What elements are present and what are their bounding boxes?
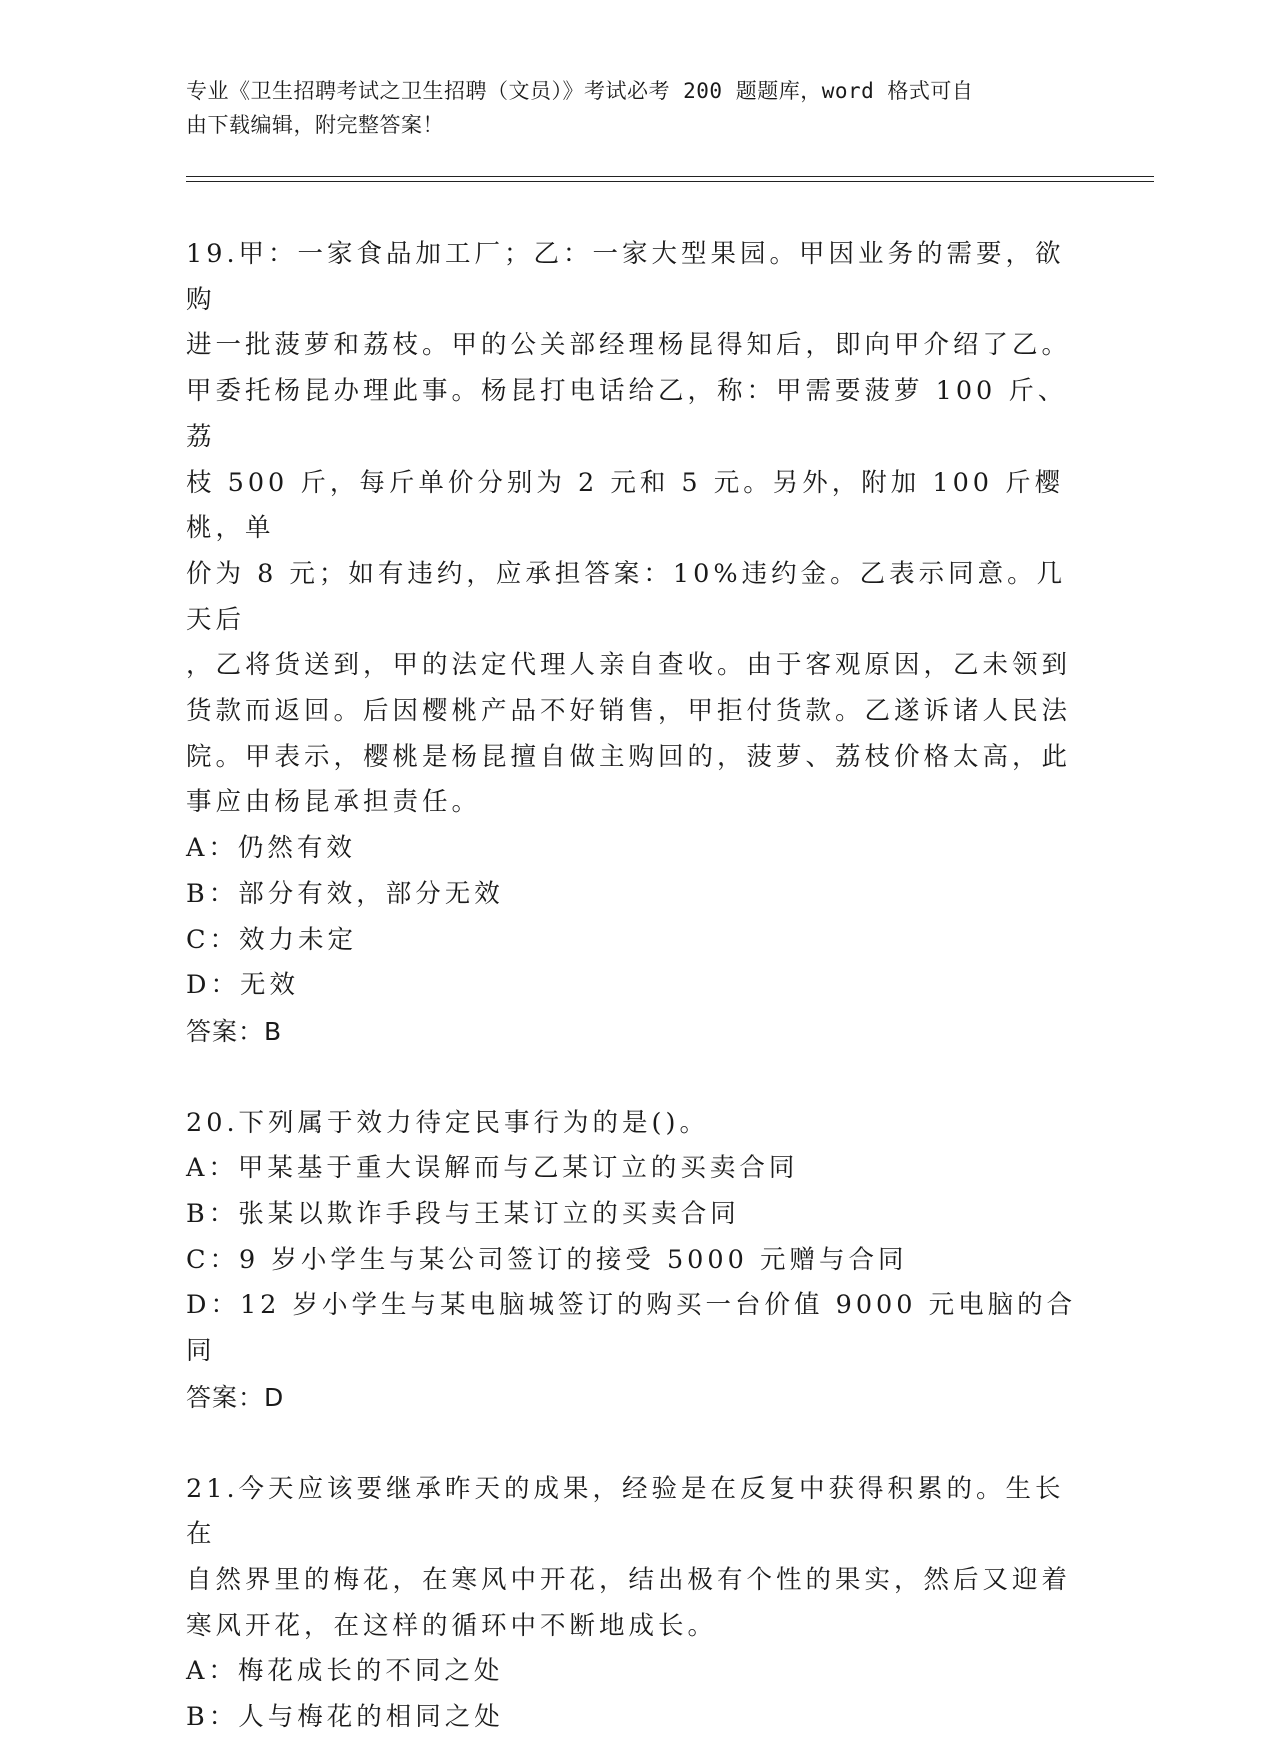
question-stem-line: 21.今天应该要继承昨天的成果，经验是在反复中获得积累的。生长在 (186, 1473, 1065, 1550)
header-divider-bottom (186, 181, 1154, 182)
question-spacer (186, 1421, 1086, 1467)
question-spacer (186, 1055, 1086, 1101)
option-c: C：效力未定 (186, 924, 358, 955)
option-b: B：部分有效，部分无效 (186, 878, 504, 909)
option-a: A：仍然有效 (186, 833, 356, 864)
question-stem-line: 价为 8 元；如有违约，应承担答案：10%违约金。乙表示同意。几天后 (186, 558, 1067, 635)
option-d: D：12 岁小学生与某电脑城签订的购买一台价值 9000 元电脑的合同 (186, 1290, 1077, 1367)
question-stem-line: 枝 500 斤，每斤单价分别为 2 元和 5 元。另外，附加 100 斤樱桃，单 (186, 467, 1065, 544)
question-stem-line: 20.下列属于效力待定民事行为的是()。 (186, 1107, 709, 1138)
option-a: A：梅花成长的不同之处 (186, 1656, 504, 1687)
option-b: B：张某以欺诈手段与王某订立的买卖合同 (186, 1199, 740, 1230)
question-stem-line: 进一批菠萝和荔枝。甲的公关部经理杨昆得知后，即向甲介绍了乙。 (186, 330, 1072, 361)
header-line-1: 专业《卫生招聘考试之卫生招聘（文员）》考试必考 200 题题库，word 格式可自 (186, 79, 974, 103)
question-stem-line: 19.甲：一家食品加工厂；乙：一家大型果园。甲因业务的需要，欲购 (186, 239, 1065, 315)
option-d: D：无效 (186, 970, 299, 1001)
question-19 (186, 232, 1086, 1055)
question-stem-line: 自然界里的梅花，在寒风中开花，结出极有个性的果实，然后又迎着 (186, 1564, 1072, 1595)
question-20 (186, 1101, 1086, 1421)
question-stem-line: 寒风开花，在这样的循环中不断地成长。 (186, 1610, 718, 1641)
question-stem-line: 甲委托杨昆办理此事。杨昆打电话给乙，称：甲需要菠萝 100 斤、荔 (186, 376, 1068, 452)
option-c: C：9 岁小学生与某公司签订的接受 5000 元赠与合同 (186, 1244, 908, 1275)
question-stem-line: 事应由杨昆承担责任。 (186, 787, 482, 818)
question-list (186, 232, 1086, 1741)
option-a: A：甲某基于重大误解而与乙某订立的买卖合同 (186, 1153, 799, 1184)
question-stem-line: 院。甲表示，樱桃是杨昆擅自做主购回的，菠萝、荔枝价格太高，此 (186, 741, 1072, 772)
question-stem-line: 货款而返回。后因樱桃产品不好销售，甲拒付货款。乙遂诉诸人民法 (186, 696, 1072, 727)
header-divider-top (186, 176, 1154, 177)
option-b: B：人与梅花的相同之处 (186, 1702, 504, 1733)
answer-line: 答案：B (186, 1016, 283, 1046)
header-line-2: 由下载编辑，附完整答案！ (186, 113, 444, 137)
answer-line: 答案：D (186, 1382, 285, 1412)
question-stem-line: ，乙将货送到，甲的法定代理人亲自查收。由于客观原因，乙未领到 (186, 650, 1072, 681)
question-21 (186, 1467, 1086, 1741)
document-header (186, 74, 1086, 142)
